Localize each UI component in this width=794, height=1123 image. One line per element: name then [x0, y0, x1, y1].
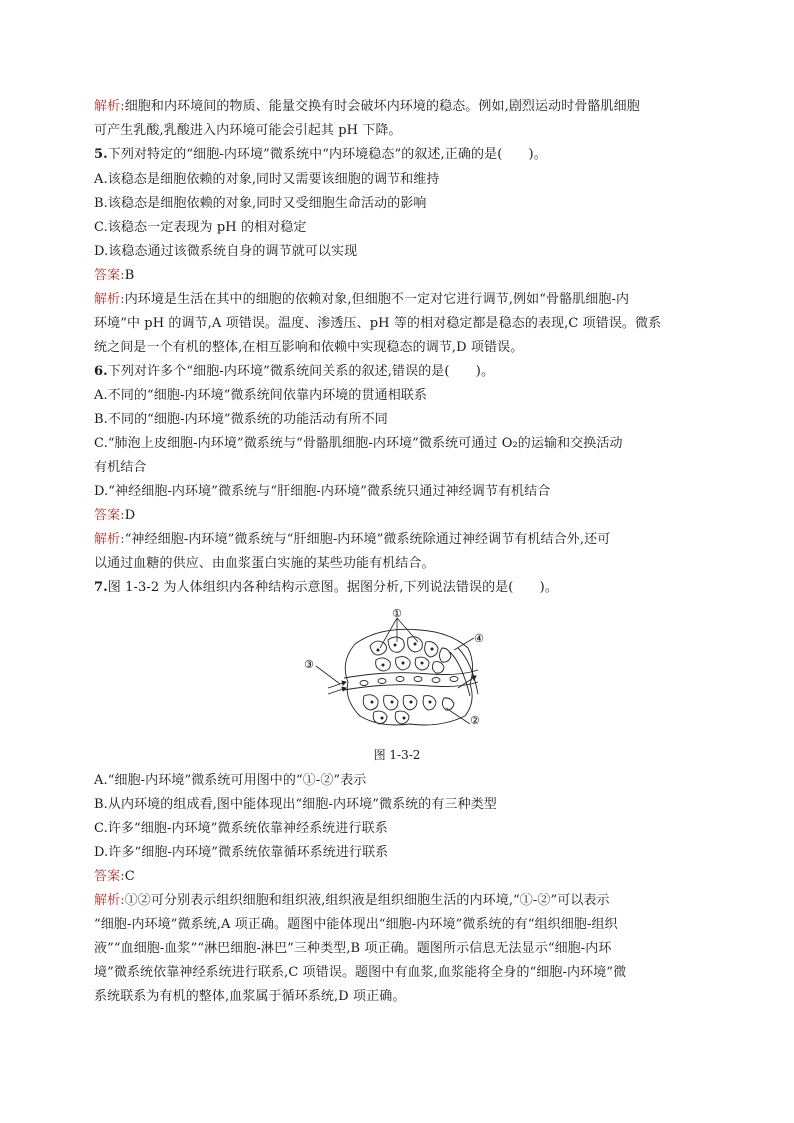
- figure-label-2: ②: [470, 714, 480, 727]
- analysis-label: 解析:: [94, 292, 125, 307]
- q5-option-d: D.该稳态通过该微系统自身的调节就可以实现: [94, 244, 358, 259]
- q6-option-c: C.“肺泡上皮细胞-内环境”微系统与“骨骼肌细胞-内环境”微系统可通过 O₂的运输和交换活动: [94, 436, 623, 451]
- q5-answer: 答案:B: [94, 268, 135, 283]
- q6-analysis-line-2: 以通过血糖的供应、由血浆蛋白实施的某些功能有机结合。: [94, 556, 435, 571]
- q6-option-c-cont: 有机结合: [94, 460, 147, 475]
- q6-option-d: D.“神经细胞-内环境”微系统与“肝细胞-内环境”微系统只通过神经调节有机结合: [94, 484, 551, 499]
- tissue-structure-figure: [300, 604, 490, 736]
- q5-option-c: C.该稳态一定表现为 pH 的相对稳定: [94, 220, 307, 235]
- q4-analysis-line-1: 解析:细胞和内环境间的物质、能量交换有时会破坏内环境的稳态。例如,剧烈运动时骨骼肌细胞: [94, 99, 640, 114]
- analysis-label: 解析:: [94, 532, 125, 547]
- q7-analysis-line-4: 境”微系统依靠神经系统进行联系,C 项错误。题图中有血浆,血浆能将全身的“细胞-内环境”微: [94, 965, 627, 980]
- q5-analysis-line-1: 解析:内环境是生活在其中的细胞的依赖对象,但细胞不一定对它进行调节,例如“骨骼肌细胞-内: [94, 292, 630, 307]
- q6-option-b: B.不同的“细胞-内环境”微系统的功能活动有所不同: [94, 412, 388, 427]
- q4-analysis-line-2: 可产生乳酸,乳酸进入内环境可能会引起其 pH 下降。: [94, 123, 402, 138]
- question-number: 5.: [94, 147, 108, 162]
- q7-analysis-line-3: 液”“血细胞-血浆”“淋巴细胞-淋巴”三种类型,B 项正确。题图所示信息无法显示“细胞-内环: [94, 941, 612, 956]
- q7-analysis-line-5: 系统联系为有机的整体,血浆属于循环系统,D 项正确。: [94, 989, 406, 1004]
- q5-analysis-line-2: 环境”中 pH 的调节,A 项错误。温度、渗透压、pH 等的相对稳定都是稳态的表现,C 项错误。微系: [94, 316, 662, 331]
- answer-label: 答案:: [94, 268, 125, 283]
- answer-label: 答案:: [94, 869, 125, 884]
- q7-option-c: C.许多“细胞-内环境”微系统依靠神经系统进行联系: [94, 821, 388, 836]
- figure-label-1: ①: [392, 607, 402, 620]
- analysis-label: 解析:: [94, 99, 125, 114]
- question-number: 6.: [94, 364, 108, 379]
- q6-option-a: A.不同的“细胞-内环境”微系统间依靠内环境的贯通相联系: [94, 388, 428, 403]
- q7-answer: 答案:C: [94, 869, 135, 884]
- q6-answer: 答案:D: [94, 508, 136, 523]
- q5-analysis-line-3: 统之间是一个有机的整体,在相互影响和依赖中实现稳态的调节,D 项错误。: [94, 340, 524, 355]
- q5-stem: 5.下列对特定的“细胞-内环境”微系统中“内环境稳态”的叙述,正确的是( )。: [94, 147, 547, 162]
- figure-label-4: ④: [474, 632, 484, 645]
- q5-option-b: B.该稳态是细胞依赖的对象,同时又受细胞生命活动的影响: [94, 196, 427, 211]
- q7-analysis-line-2: “细胞-内环境”微系统,A 项正确。题图中能体现出“细胞-内环境”微系统的有“组织细胞-组织: [94, 917, 618, 932]
- figure-caption: 图 1-3-2: [373, 748, 421, 762]
- figure-label-3: ③: [304, 658, 314, 671]
- q6-analysis-line-1: 解析:“神经细胞-内环境”微系统与“肝细胞-内环境”微系统除通过神经调节有机结合外,还可: [94, 532, 611, 547]
- q7-analysis-line-1: 解析:①②可分别表示组织细胞和组织液,组织液是组织细胞生活的内环境,“①-②”可以表示: [94, 893, 610, 908]
- q5-option-a: A.该稳态是细胞依赖的对象,同时又需要该细胞的调节和维持: [94, 172, 440, 187]
- q7-option-a: A.“细胞-内环境”微系统可用图中的“①-②”表示: [94, 773, 367, 788]
- answer-label: 答案:: [94, 508, 125, 523]
- q7-option-d: D.许多“细胞-内环境”微系统依靠循环系统进行联系: [94, 845, 389, 860]
- analysis-label: 解析:: [94, 893, 125, 908]
- q7-stem: 7.图 1-3-2 为人体组织内各种结构示意图。据图分析,下列说法错误的是( )。: [94, 580, 558, 595]
- q7-option-b: B.从内环境的组成看,图中能体现出“细胞-内环境”微系统的有三种类型: [94, 797, 497, 812]
- question-number: 7.: [94, 580, 108, 595]
- q6-stem: 6.下列对许多个“细胞-内环境”微系统间关系的叙述,错误的是( )。: [94, 364, 495, 379]
